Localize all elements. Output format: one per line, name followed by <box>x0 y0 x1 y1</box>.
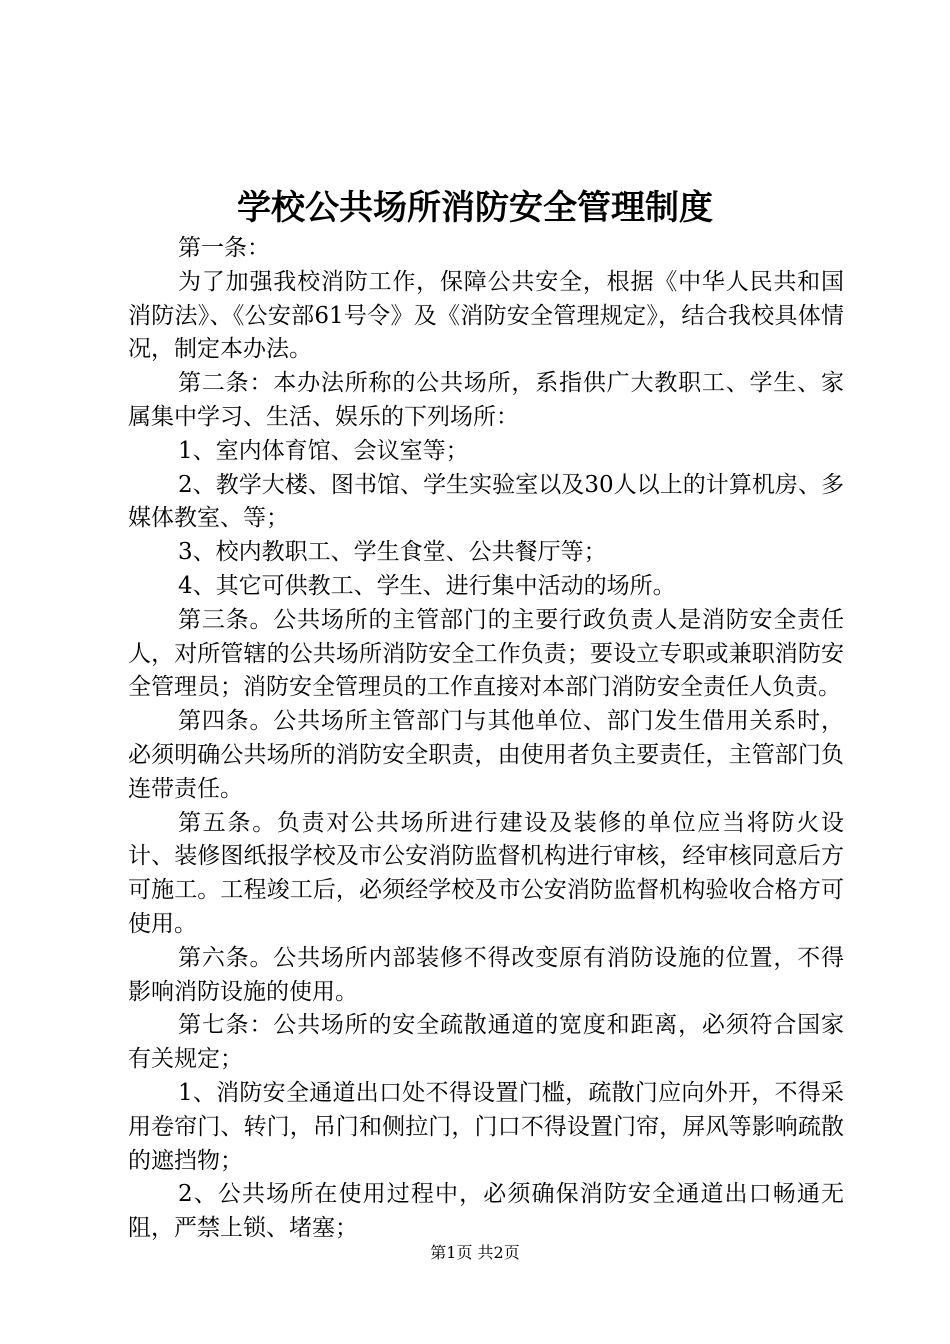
paragraph-article-7-item-2: 2、公共场所在使用过程中，必须确保消防安全通道出口畅通无阻，严禁上锁、堵塞； <box>128 1181 844 1242</box>
paragraph-article-4: 第四条。公共场所主管部门与其他单位、部门发生借用关系时，必须明确公共场所的消防安全职责，由使用者负主要责任，主管部门负连带责任。 <box>128 708 844 802</box>
document-body <box>128 232 844 1246</box>
paragraph-article-7-item-1: 1、消防安全通道出口处不得设置门槛，疏散门应向外开，不得采用卷帘门、转门，吊门和侧拉门，门口不得设置门帘，屏风等影响疏散的遮挡物； <box>128 1079 844 1174</box>
paragraph-article-2: 第二条：本办法所称的公共场所，系指供广大教职工、学生、家属集中学习、生活、娱乐的下列场所： <box>128 370 844 430</box>
paragraph-article-2-item-2: 2、教学大楼、图书馆、学生实验室以及30人以上的计算机房、多媒体教室、等； <box>128 471 844 532</box>
paragraph-article-1-text: 为了加强我校消防工作，保障公共安全，根据《中华人民共和国消防法》、《公安部61号令》及《消防安全管理规定》，结合我校具体情况，制定本办法。 <box>128 268 844 363</box>
paragraph-article-2-item-4: 4、其它可供教工、学生、进行集中活动的场所。 <box>178 572 676 599</box>
document-title: 学校公共场所消防安全管理制度 <box>237 188 713 228</box>
paragraph-article-5: 第五条。负责对公共场所进行建设及装修的单位应当将防火设计、装修图纸报学校及市公安消防监督机构进行审核，经审核同意后方可施工。工程竣工后，必须经学校及市公安消防监督机构验收合格方可使用。 <box>128 809 844 937</box>
paragraph-article-2-item-1: 1、室内体育馆、会议室等； <box>178 437 469 464</box>
paragraph-article-3: 第三条。公共场所的主管部门的主要行政负责人是消防安全责任人，对所管辖的公共场所消防安全工作负责；要设立专职或兼职消防安全管理员；消防安全管理员的工作直接对本部门消防安全责任人负责。 <box>128 606 844 701</box>
paragraph-article-1-heading: 第一条： <box>178 235 270 261</box>
paragraph-article-7: 第七条：公共场所的安全疏散通道的宽度和距离，必须符合国家有关规定； <box>128 1012 844 1073</box>
page-footer: 第1页 共2页 <box>430 1243 520 1262</box>
paragraph-article-6: 第六条。公共场所内部装修不得改变原有消防设施的位置，不得影响消防设施的使用。 <box>128 944 844 1005</box>
paragraph-article-2-item-3: 3、校内教职工、学生食堂、公共餐厅等； <box>178 539 607 566</box>
